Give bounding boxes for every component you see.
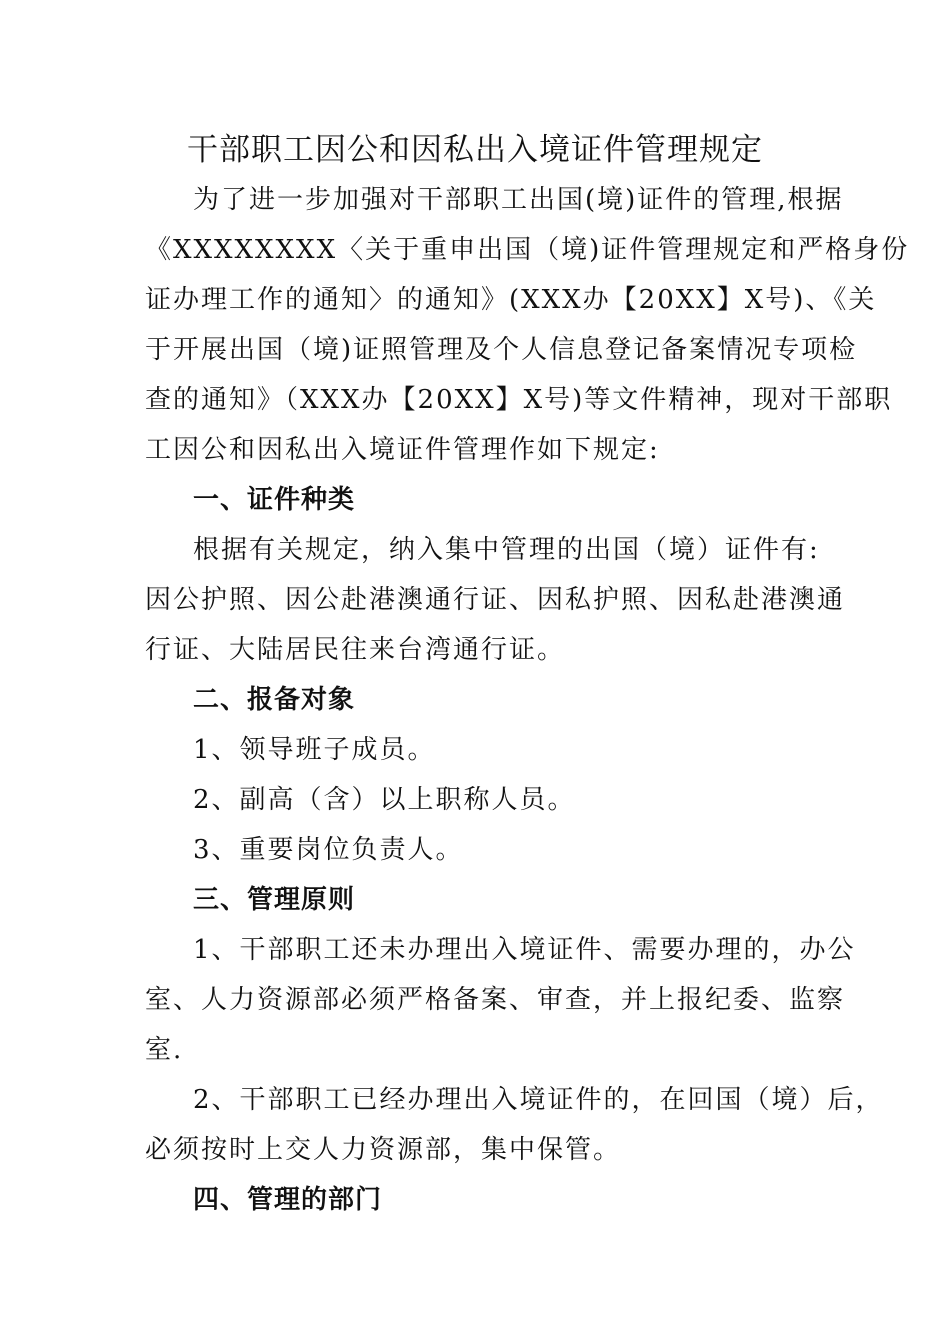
section3-line: 室、人力资源部必须严格备案、审查，并上报纪委、监察 (145, 985, 846, 1015)
intro-line: 工因公和因私出入境证件管理作如下规定: (145, 435, 660, 465)
intro-line: 《XXXXXXXX〈关于重申出国（境)证件管理规定和严格身份 (145, 235, 910, 265)
intro-line: 证办理工作的通知〉的通知》(XXX办【20XX】X号)、《关 (145, 285, 877, 315)
section-heading-4: 四、管理的部门 (193, 1185, 383, 1215)
section3-line: 室. (145, 1035, 184, 1065)
intro-line: 为了进一步加强对干部职工出国(境)证件的管理,根据 (193, 185, 844, 215)
intro-line: 查的通知》（XXX办【20XX】X号)等文件精神，现对干部职 (145, 385, 893, 415)
section2-item: 3、重要岗位负责人。 (193, 835, 464, 865)
section3-line: 2、干部职工已经办理出入境证件的，在回国（境）后， (193, 1085, 884, 1115)
section2-item: 1、领导班子成员。 (193, 735, 436, 765)
section-heading-2: 二、报备对象 (193, 685, 356, 715)
section2-item: 2、副高（含）以上职称人员。 (193, 785, 576, 815)
section-heading-1: 一、证件种类 (193, 485, 356, 515)
document-title: 干部职工因公和因私出入境证件管理规定 (187, 132, 763, 168)
section-heading-3: 三、管理原则 (193, 885, 356, 915)
section1-line: 根据有关规定，纳入集中管理的出国（境）证件有: (193, 535, 820, 565)
section3-line: 必须按时上交人力资源部，集中保管。 (145, 1135, 622, 1165)
intro-line: 于开展出国（境)证照管理及个人信息登记备案情况专项检 (145, 335, 858, 365)
section1-line: 行证、大陆居民往来台湾通行证。 (145, 635, 566, 665)
section1-line: 因公护照、因公赴港澳通行证、因私护照、因私赴港澳通 (145, 585, 846, 615)
section3-line: 1、干部职工还未办理出入境证件、需要办理的，办公 (193, 935, 856, 965)
